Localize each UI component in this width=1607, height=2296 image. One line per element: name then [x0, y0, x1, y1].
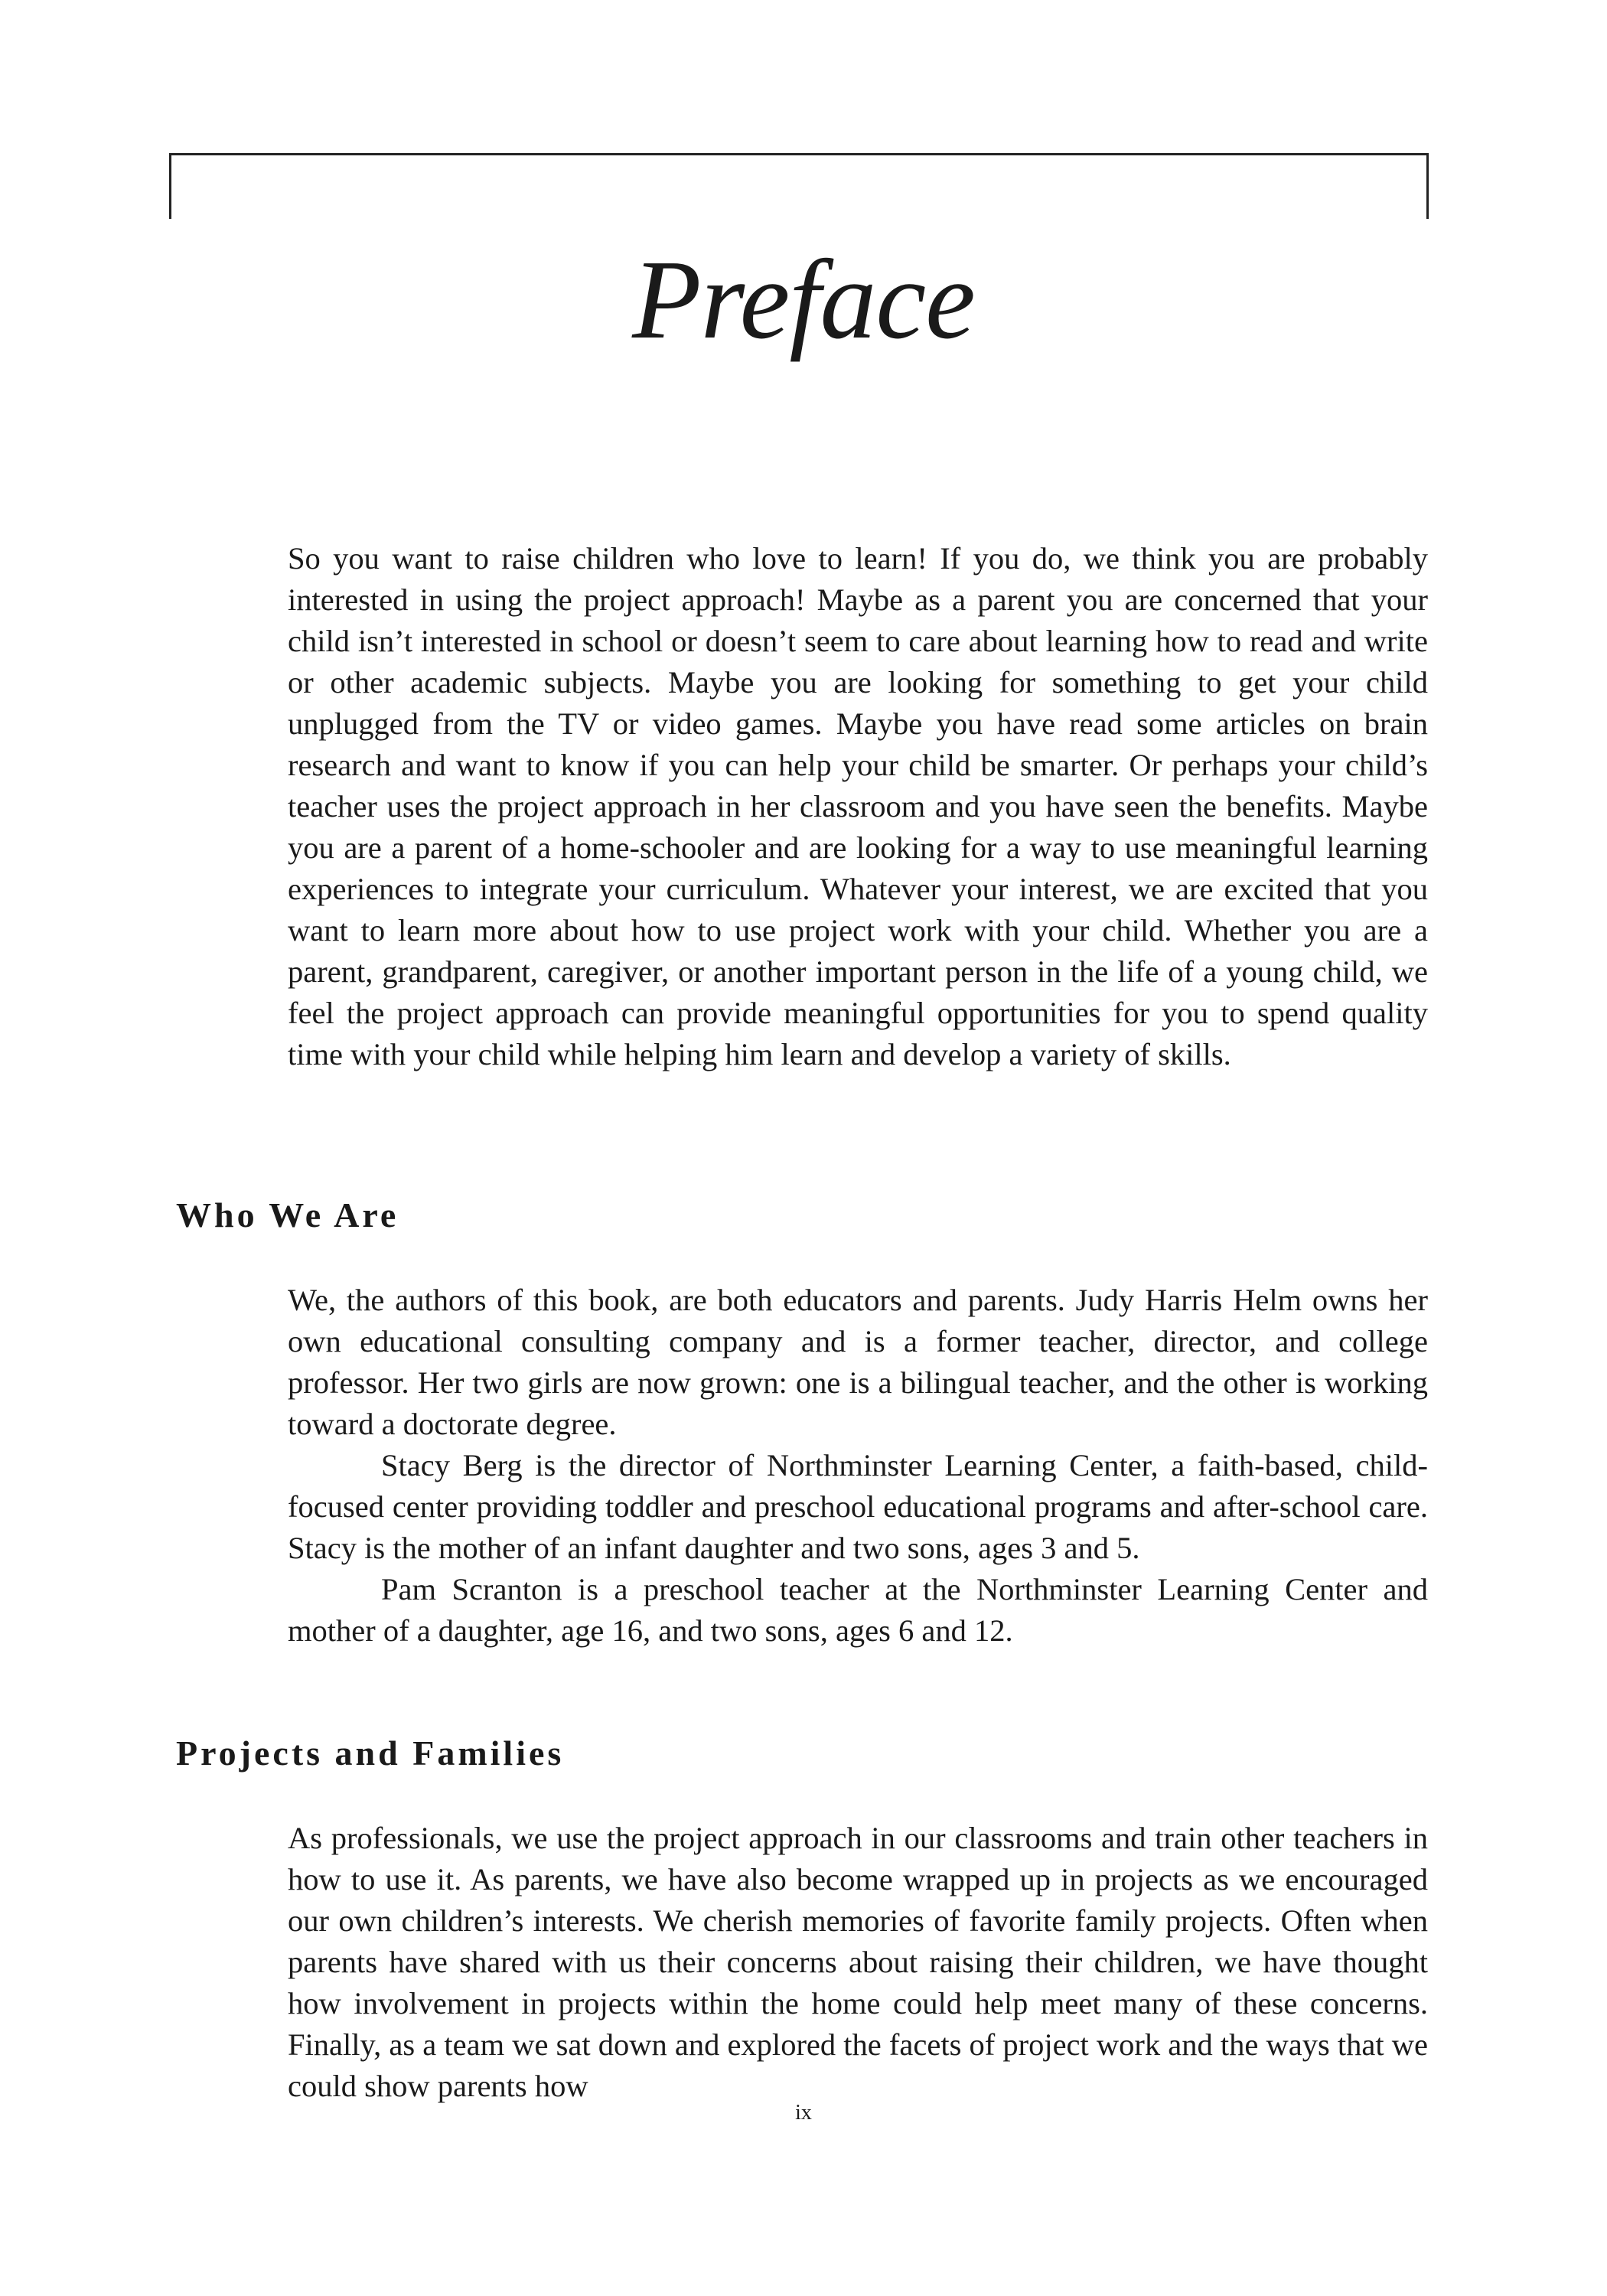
who-we-are-section [288, 1280, 1428, 1652]
page-number: ix [795, 2101, 812, 2125]
who-we-are-paragraph: We, the authors of this book, are both educators and parents. Judy Harris Helm owns her own educational consulting company and is a former teacher, director, and college professor. Her two girls are now grown: one is a bilingual teacher, and the other is working toward a doctorate degree. [288, 1283, 1428, 1441]
intro-section [288, 538, 1428, 1075]
section-heading-who-we-are: Who We Are [176, 1195, 399, 1234]
who-we-are-paragraph: Pam Scranton is a preschool teacher at the Northminster Learning Center and mother of a daughter, age 16, and two sons, ages 6 and 12. [288, 1572, 1428, 1648]
chapter-header-frame [169, 153, 1429, 219]
page-title: Preface [632, 237, 975, 363]
who-we-are-paragraph: Stacy Berg is the director of Northminster Learning Center, a faith-based, child-focused center providing toddler and preschool educational programs and after-school care. Stacy is the mother of an infant daughter and two sons, ages 3 and 5. [288, 1448, 1428, 1565]
intro-paragraph: So you want to raise children who love to learn! If you do, we think you are probably interested in using the project approach! Maybe as a parent you are concerned that your child isn’t interested in school or doesn’t seem to care about learning how to read and write or other academic subjects. Maybe you are looking for something to get your child unplugged from the TV or video games. Maybe you have read some articles on brain research and want to know if you can help your child be smarter. Or perhaps your child’s teacher uses the project approach in her classroom and you have seen the benefits. Maybe you are a parent of a home-schooler and are looking for a way to use meaningful learning experiences to integrate your curriculum. Whatever your interest, we are excited that you want to learn more about how to use project work with your child. Whether you are a parent, grandparent, caregiver, or another important person in the life of a young child, we feel the project approach can provide meaningful opportunities for you to spend quality time with your child while helping him learn and develop a variety of skills. [288, 541, 1428, 1071]
projects-and-families-section [288, 1818, 1428, 2107]
section-heading-projects-and-families: Projects and Families [176, 1733, 565, 1773]
projects-and-families-paragraph: As professionals, we use the project approach in our classrooms and train other teachers in how to use it. As parents, we have also become wrapped up in projects as we encouraged our own children’s interests. We cherish memories of favorite family projects. Often when parents have shared with us their concerns about raising their children, we have thought how involvement in projects within the home could help meet many of these concerns. Finally, as a team we sat down and explored the facets of project work and the ways that we could show parents how [288, 1821, 1428, 2103]
